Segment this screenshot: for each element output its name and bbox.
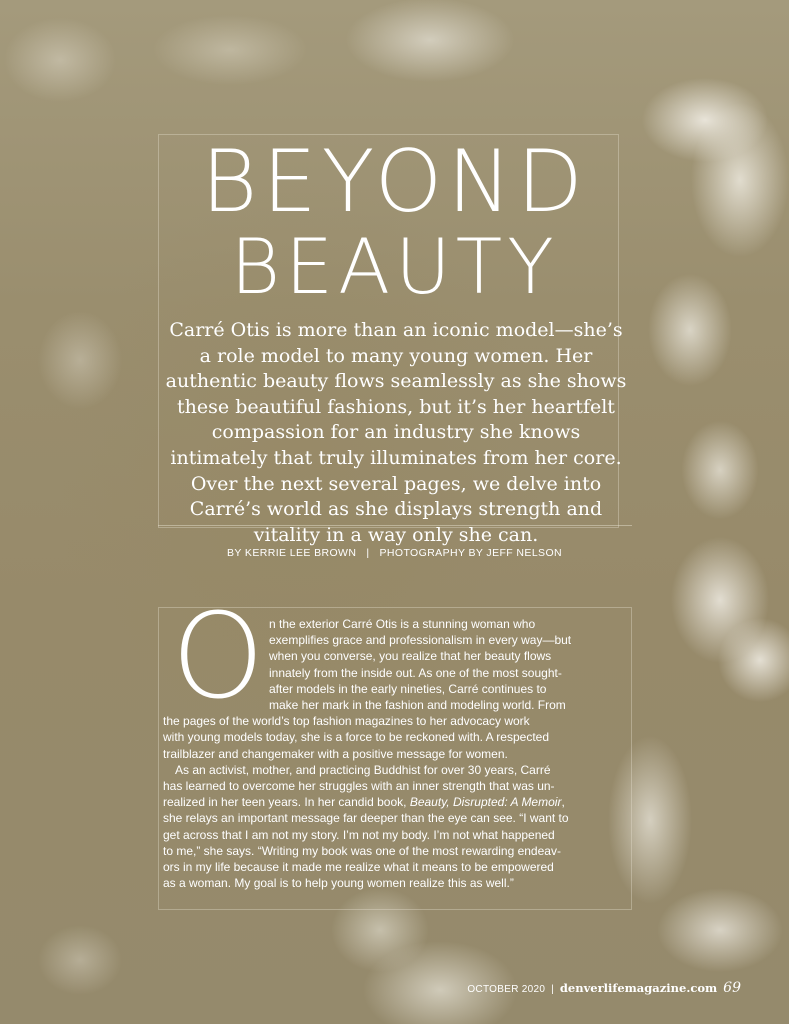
headline-line-2: BEAUTY <box>230 222 559 311</box>
article-line: to me,” she says. “Writing my book was one of the most rewarding endeav- <box>163 843 561 858</box>
book-title: Beauty, Disrupted: A Memoir <box>409 795 562 810</box>
divider-rule <box>158 525 632 526</box>
byline-photographer: PHOTOGRAPHY BY JEFF NELSON <box>379 547 563 559</box>
footer-separator: | <box>551 984 554 995</box>
article-line: exemplifies grace and professionalism in every way—but <box>269 633 572 648</box>
article-line: innately from the inside out. As one of the most sought- <box>269 665 562 680</box>
footer-site: denverlifemagazine.com <box>559 981 718 995</box>
article-line: As an activist, mother, and practicing Buddhist for over 30 years, Carré <box>175 762 551 777</box>
article-line: ors in my life because it made me realize what it means to be empowered <box>163 860 554 875</box>
article-line: with young models today, she is a force to be reckoned with. A respected <box>163 730 549 745</box>
article-line: she relays an important message far deeper than the eye can see. “I want to <box>163 811 569 826</box>
article-line-text: realized in her teen years. In her candid book, <box>163 795 407 810</box>
article-line: make her mark in the fashion and modeling world. From <box>269 698 566 713</box>
byline-separator: | <box>366 547 370 559</box>
article-line: n the exterior Carré Otis is a stunning woman who <box>269 617 536 631</box>
article-line: the pages of the world’s top fashion magazines to her advocacy work <box>163 714 530 729</box>
article-body <box>163 616 629 891</box>
article-line: trailblazer and changemaker with a positive message for women. <box>163 746 508 761</box>
article-line: as a woman. My goal is to help young women realize this as well.” <box>163 876 514 891</box>
book-title-trail: , <box>561 795 565 810</box>
article-line: after models in the early nineties, Carré continues to <box>269 681 547 696</box>
headline-line-1: BEYOND <box>201 132 588 232</box>
drop-cap: O <box>171 587 265 725</box>
page-number: 69 <box>723 980 741 996</box>
article-line <box>163 794 629 810</box>
footer-month: OCTOBER 2020 <box>467 984 546 995</box>
byline <box>0 547 789 559</box>
byline-author: BY KERRIE LEE BROWN <box>226 547 357 559</box>
article-line: get across that I am not my story. I’m not my body. I’m not what happened <box>163 827 555 842</box>
page-footer <box>467 980 741 996</box>
article-line: has learned to overcome her struggles with an inner strength that was un- <box>163 779 555 794</box>
article-line: when you converse, you realize that her beauty flows <box>269 649 552 664</box>
deck-text: Carré Otis is more than an iconic model—she’s a role model to many young women. Her authentic beauty flows seamlessly as she shows these beautiful fashions, but it’s her heartfelt compassion for an industry she knows intimately that truly illuminates from her core. Over the next several pages, we delve into Carré’s world as she displays strength and vitality in a way only she can. <box>165 319 627 546</box>
